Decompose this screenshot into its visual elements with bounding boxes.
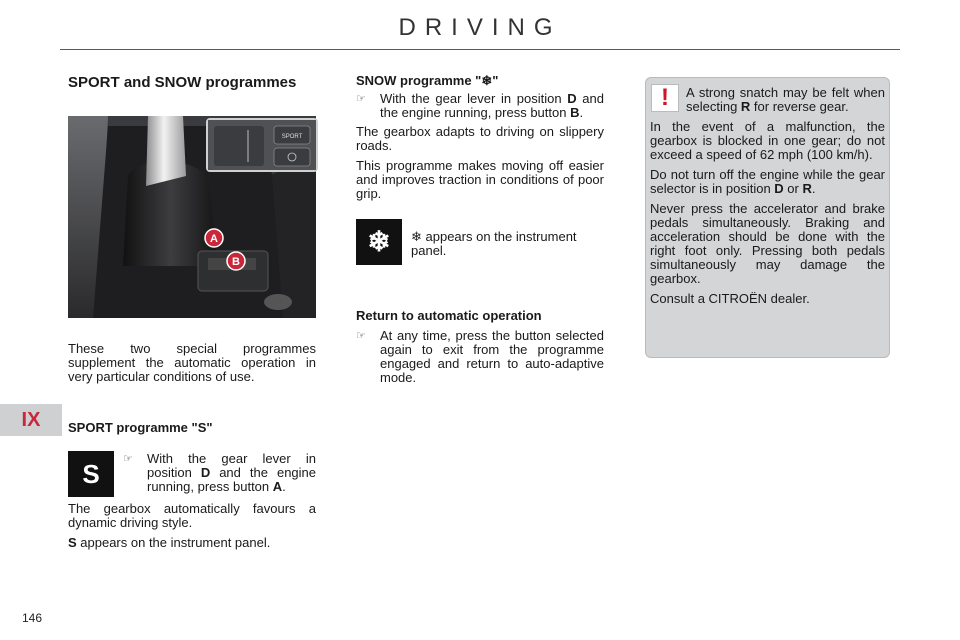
sport-heading-block <box>68 421 316 435</box>
sport-bullet-text: With the gear lever in position D and the engine running, press button A. <box>147 451 316 494</box>
snow-bullet <box>356 92 604 120</box>
return-auto-bullet <box>356 329 604 385</box>
warning-exclamation-icon: ! <box>651 84 679 112</box>
sport-text-2: S appears on the instrument panel. <box>68 535 271 550</box>
sport-text-1: The gearbox automatically favours a dynamic driving style. <box>68 501 316 530</box>
warning-box <box>645 77 890 358</box>
photo-label-a: A <box>210 233 218 245</box>
return-auto-block <box>356 309 604 385</box>
page-number: 146 <box>22 611 43 625</box>
photo-label-b: B <box>232 256 240 268</box>
gear-selector-inset-illustration <box>208 120 316 170</box>
return-auto-bullet-text: At any time, press the button selected again to exit from the programme engaged and return to auto-adaptive mode. <box>380 328 604 385</box>
column-middle <box>356 74 604 207</box>
sport-snow-intro: These two special programmes supplement the automatic operation in very particular conditions of use. <box>68 341 316 384</box>
snow-icon-caption-block <box>411 230 604 264</box>
sport-snow-intro-block <box>68 342 316 390</box>
gear-selector-inset <box>206 118 318 172</box>
section-title-sport: SPORT programme "S" <box>68 420 213 435</box>
sport-bullet-block <box>123 452 316 494</box>
warning-text-1: A strong snatch may be felt when selecting R for reverse gear. <box>686 85 885 114</box>
pointing-hand-icon: ☞ <box>356 93 366 105</box>
warning-text-3: Do not turn off the engine while the gear selector is in position D or R. <box>650 167 885 196</box>
warning-text-2: In the event of a malfunction, the gearbox is blocked in one gear; do not exceed a speed of 62 mph (100 km/h). <box>650 119 885 162</box>
column-left <box>68 74 316 91</box>
sport-bullet <box>123 452 316 494</box>
section-title-snow: SNOW programme "❄" <box>356 73 499 88</box>
snow-text-1: The gearbox adapts to driving on slippery roads. <box>356 124 604 153</box>
warning-text-5: Consult a CITROËN dealer. <box>650 291 810 306</box>
warning-text-4: Never press the accelerator and brake pedals simultaneously. Braking and acceleration should be done with the right foot only. Pressing both pedals simultaneously may damage the gearbox. <box>650 201 885 286</box>
snowflake-icon: ❄ <box>356 219 402 265</box>
snow-bullet-text: With the gear lever in position D and the engine running, press button B. <box>380 91 604 120</box>
sport-text-block <box>68 502 316 556</box>
section-title-return-auto: Return to automatic operation <box>356 308 542 323</box>
title-rule <box>60 49 900 50</box>
page-title: DRIVING <box>398 14 562 41</box>
pointing-hand-icon: ☞ <box>356 330 366 342</box>
section-title-sport-snow: SPORT and SNOW programmes <box>68 74 297 91</box>
snow-text-2: This programme makes moving off easier and improves traction in conditions of poor grip. <box>356 158 604 201</box>
sport-s-icon: S <box>68 451 114 497</box>
chapter-tab: IX <box>0 404 62 436</box>
pointing-hand-icon: ☞ <box>123 453 133 465</box>
snow-icon-caption: ❄ appears on the instrument panel. <box>411 229 577 258</box>
inset-sport-label: SPORT <box>281 134 303 140</box>
